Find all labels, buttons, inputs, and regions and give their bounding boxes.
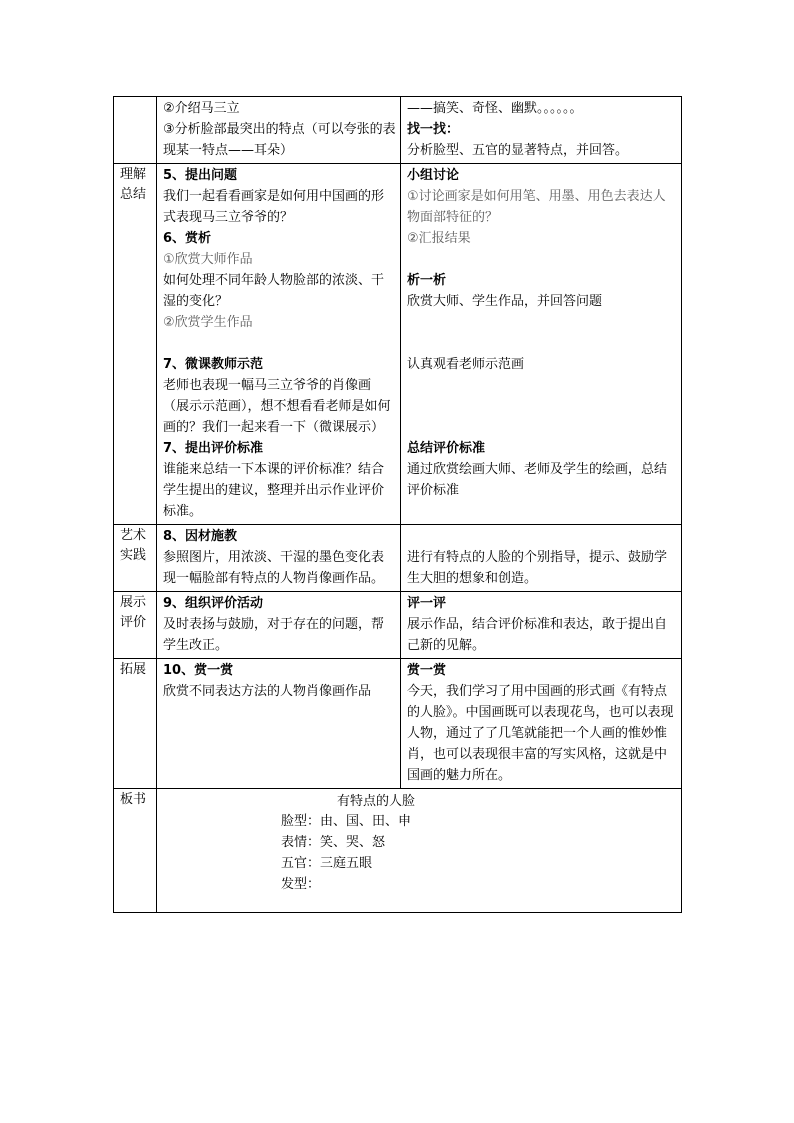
appreciate-title: 赏一赏 bbox=[407, 663, 447, 678]
section-7b-title: 7、提出评价标准 bbox=[163, 441, 264, 456]
teacher-activity-cell bbox=[157, 659, 401, 789]
table-row-evaluate bbox=[114, 592, 682, 659]
section-6-b: ②欣赏学生作品 bbox=[163, 315, 253, 330]
section-7-title: 7、微课教师示范 bbox=[163, 357, 264, 372]
teacher-activity-cell bbox=[157, 164, 401, 525]
analyze-title: 析一析 bbox=[407, 273, 447, 288]
stage-label: 艺术实践 bbox=[120, 528, 147, 563]
section-7b-body: 谁能来总结一下本课的评价标准？结合学生提出的建议，整理并出示作业评价标准。 bbox=[163, 462, 385, 519]
blackboard-line-features: 五官：三庭五眼 bbox=[281, 856, 373, 871]
stage-cell bbox=[114, 164, 157, 525]
table-row-continuation bbox=[114, 97, 682, 164]
blackboard-line-hair: 发型： bbox=[281, 877, 321, 892]
spacer bbox=[163, 333, 396, 354]
section-9-title: 9、组织评价活动 bbox=[163, 596, 264, 611]
section-9-body: 及时表扬与鼓励，对于存在的问题，帮学生改正。 bbox=[163, 617, 385, 653]
analyze-body: 欣赏大师、学生作品，并回答问题 bbox=[407, 294, 603, 309]
blackboard-line-face: 脸型：由、国、田、申 bbox=[281, 814, 412, 829]
discuss-2: ②汇报结果 bbox=[407, 231, 471, 246]
section-6-title: 6、赏析 bbox=[163, 231, 212, 246]
student-activity-cell bbox=[401, 659, 682, 789]
practice-body: 进行有特点的人脸的个别指导，提示、鼓励学生大胆的想象和创造。 bbox=[407, 550, 668, 586]
blackboard-cell bbox=[157, 789, 682, 913]
spacer bbox=[407, 312, 677, 333]
blackboard-title: 有特点的人脸 bbox=[337, 794, 416, 809]
summary-title: 总结评价标准 bbox=[407, 441, 486, 456]
stage-cell bbox=[114, 789, 157, 913]
spacer bbox=[407, 249, 677, 270]
summary-body: 通过欣赏绘画大师、老师及学生的绘画，总结评价标准 bbox=[407, 462, 668, 498]
analyze-feature: ③分析脸部最突出的特点（可以夸张的表现某一特点——耳朵） bbox=[163, 122, 396, 158]
table-row-practice bbox=[114, 525, 682, 592]
section-5-body: 我们一起看看画家是如何用中国画的形式表现马三立爷爷的？ bbox=[163, 189, 385, 225]
lesson-plan-table bbox=[113, 96, 682, 913]
table-row-blackboard bbox=[114, 789, 682, 913]
find-title: 找一找： bbox=[407, 122, 460, 137]
blackboard-content bbox=[163, 790, 677, 910]
section-8-title: 8、因材施教 bbox=[163, 529, 238, 544]
teacher-activity-cell bbox=[157, 97, 401, 164]
intro-ma-sanli: ②介绍马三立 bbox=[163, 101, 240, 116]
stage-label: 板书 bbox=[120, 792, 147, 807]
student-activity-cell bbox=[401, 592, 682, 659]
find-body: 分析脸型、五官的显著特点，并回答。 bbox=[407, 143, 629, 158]
evaluate-title: 评一评 bbox=[407, 596, 447, 611]
table-row-extend bbox=[114, 659, 682, 789]
humor-line: ——搞笑、奇怪、幽默。。。。。。 bbox=[407, 101, 583, 116]
spacer bbox=[407, 333, 677, 354]
table-row-understand bbox=[114, 164, 682, 525]
stage-label: 拓展 bbox=[120, 662, 147, 677]
appreciate-body: 今天，我们学习了用中国画的形式画《有特点的人脸》。中国画既可以表现花鸟，也可以表现人物，通过了了几笔就能把一个人画的惟妙惟肖，也可以表现很丰富的写实风格，这就是中国画的魅力所在。 bbox=[407, 684, 674, 783]
section-6-a: ①欣赏大师作品 bbox=[163, 252, 253, 267]
discuss-title: 小组讨论 bbox=[407, 168, 460, 183]
student-activity-cell bbox=[401, 525, 682, 592]
section-10-body: 欣赏不同表达方法的人物肖像画作品 bbox=[163, 684, 372, 699]
teacher-activity-cell bbox=[157, 592, 401, 659]
section-6-question: 如何处理不同年龄人物脸部的浓淡、干湿的变化？ bbox=[163, 273, 385, 309]
section-8-body: 参照图片，用浓淡、干湿的墨色变化表现一幅脸部有特点的人物肖像画作品。 bbox=[163, 550, 385, 586]
student-activity-cell bbox=[401, 164, 682, 525]
spacer bbox=[407, 375, 677, 396]
spacer bbox=[407, 526, 677, 547]
stage-cell bbox=[114, 659, 157, 789]
stage-label: 理解总结 bbox=[120, 167, 147, 202]
stage-cell-empty bbox=[114, 97, 157, 164]
stage-cell bbox=[114, 592, 157, 659]
stage-cell bbox=[114, 525, 157, 592]
discuss-1: ①讨论画家是如何用笔、用墨、用色去表达人物面部特征的？ bbox=[407, 189, 666, 225]
blackboard-line-expression: 表情：笑、哭、怒 bbox=[281, 835, 386, 850]
evaluate-body: 展示作品，结合评价标准和表达，敢于提出自己新的见解。 bbox=[407, 617, 668, 653]
section-10-title: 10、赏一赏 bbox=[163, 663, 234, 678]
section-7-body: 老师也表现一幅马三立爷爷的肖像画（展示示范画），想不想看看老师是如何画的？我们一起来看一下（微课展示） bbox=[163, 378, 391, 435]
teacher-activity-cell bbox=[157, 525, 401, 592]
section-5-title: 5、提出问题 bbox=[163, 168, 238, 183]
spacer bbox=[407, 417, 677, 438]
student-activity-cell bbox=[401, 97, 682, 164]
watch-demo: 认真观看老师示范画 bbox=[407, 357, 525, 372]
stage-label: 展示评价 bbox=[120, 595, 147, 630]
spacer bbox=[407, 396, 677, 417]
